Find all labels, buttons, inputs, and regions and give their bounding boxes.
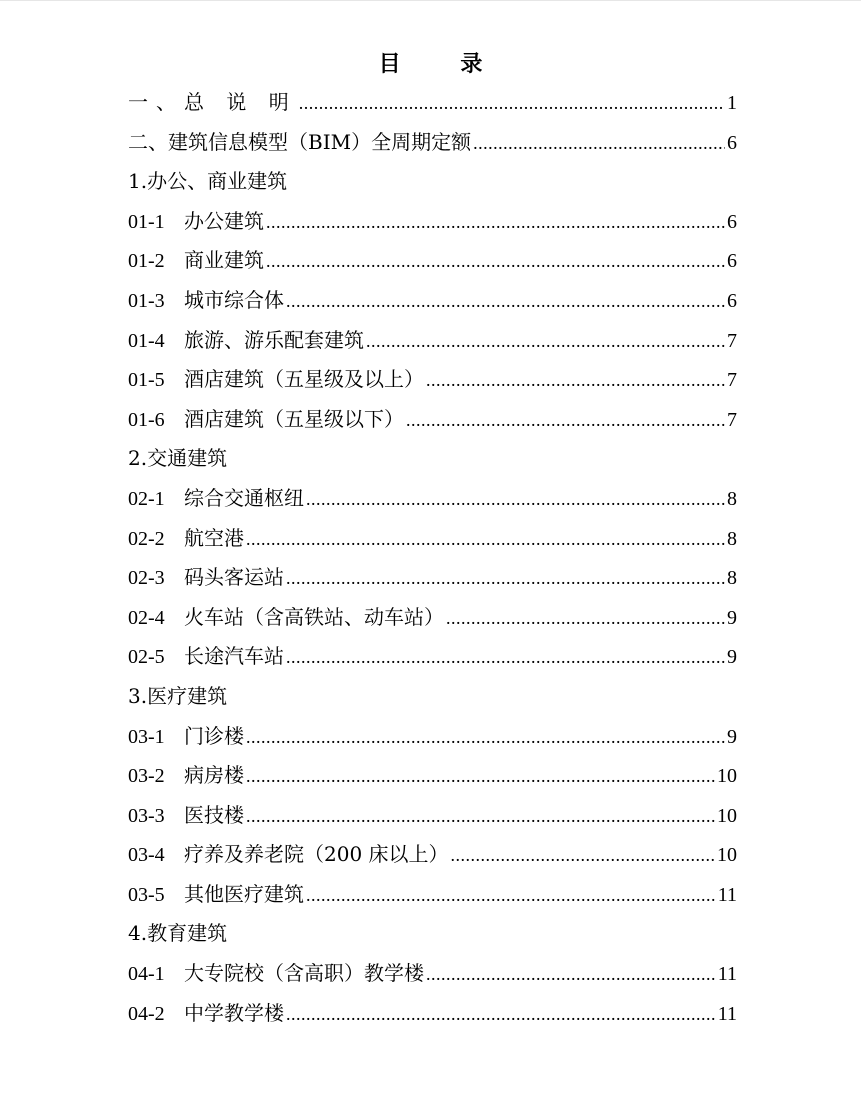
toc-entry-text: 综合交通枢纽	[184, 485, 304, 510]
dot-leader	[286, 638, 725, 678]
toc-entry[interactable]	[128, 281, 737, 321]
toc-entry-text: 疗养及养老院（200 床以上）	[184, 842, 449, 867]
toc-entry-label	[128, 875, 304, 916]
toc-entry[interactable]	[128, 400, 737, 440]
toc-entry[interactable]	[128, 637, 737, 677]
dot-leader	[426, 955, 716, 995]
toc-page-number: 1	[727, 92, 737, 114]
toc-entry-text: 城市综合体	[184, 287, 284, 312]
toc-page-number: 6	[727, 210, 737, 233]
toc-title: 目 录	[378, 51, 509, 77]
toc-page-number: 11	[717, 883, 737, 906]
toc-entry[interactable]	[128, 875, 737, 915]
toc-entry-text: 3.医疗建筑	[128, 683, 228, 708]
dot-leader	[246, 520, 725, 560]
toc-entry-label	[128, 598, 444, 639]
toc-page-number: 7	[727, 329, 737, 352]
toc-page-number: 8	[727, 487, 737, 510]
toc-entry-code: 01-6	[128, 408, 165, 431]
toc-entry-code: 02-1	[128, 487, 165, 510]
toc-entry[interactable]	[128, 598, 737, 638]
toc-page-number: 11	[717, 963, 737, 986]
toc-entry-code: 03-4	[128, 844, 165, 867]
toc-entry[interactable]	[128, 717, 737, 757]
toc-entry-code: 04-1	[128, 963, 165, 986]
toc-entry-code: 02-2	[128, 527, 165, 550]
toc-entry[interactable]	[128, 519, 737, 559]
toc-entry-label	[128, 954, 424, 995]
dot-leader	[286, 995, 716, 1035]
toc-entry-label	[128, 321, 364, 362]
toc-entry-text: 旅游、游乐配套建筑	[184, 327, 364, 352]
toc-entry[interactable]	[128, 835, 737, 875]
toc-entry-label	[128, 281, 284, 322]
toc-page-number: 10	[717, 844, 737, 867]
toc-entry-code: 02-3	[128, 567, 165, 590]
toc-page-number: 7	[727, 369, 737, 392]
toc-entry[interactable]	[128, 479, 737, 519]
toc-entry-label	[128, 439, 227, 479]
toc-entry-label	[128, 519, 244, 560]
toc-entry[interactable]	[128, 796, 737, 836]
toc-entry-code: 01-1	[128, 210, 165, 233]
toc-entry-code: 02-4	[128, 606, 165, 629]
toc-entry-text: 二、建筑信息模型（BIM）全周期定额	[128, 129, 472, 154]
toc-entry-label	[128, 83, 297, 123]
toc-entry-text: 门诊楼	[184, 723, 244, 748]
toc-entry-text: 酒店建筑（五星级及以上）	[184, 367, 424, 392]
dot-leader	[426, 361, 725, 401]
toc-entry-text: 病房楼	[184, 763, 244, 788]
toc-entry-text: 2.交通建筑	[128, 446, 228, 471]
toc-entry-text: 酒店建筑（五星级以下）	[184, 406, 404, 431]
toc-page-number: 11	[717, 1002, 737, 1025]
toc-entry-code: 04-2	[128, 1002, 165, 1025]
toc-entry-label	[128, 123, 471, 163]
toc-page-number: 9	[727, 646, 737, 669]
dot-leader	[306, 876, 716, 916]
toc-entry-label	[128, 677, 227, 717]
toc-entry-label	[128, 360, 424, 401]
toc-entry[interactable]	[128, 123, 737, 163]
toc-entry-code: 03-1	[128, 725, 165, 748]
toc-entry-text: 中学教学楼	[184, 1000, 284, 1025]
toc-entry-text: 码头客运站	[184, 565, 284, 590]
toc-section-heading	[128, 162, 737, 202]
table-of-contents	[128, 83, 737, 1033]
toc-section-heading	[128, 677, 737, 717]
dot-leader	[246, 718, 725, 758]
toc-entry-code: 03-5	[128, 883, 165, 906]
toc-entry-label	[128, 479, 304, 520]
toc-entry-label	[128, 756, 244, 797]
toc-entry-code: 01-5	[128, 369, 165, 392]
toc-entry[interactable]	[128, 360, 737, 400]
dot-leader	[286, 559, 725, 599]
toc-entry-label	[128, 717, 244, 758]
toc-page-number: 7	[727, 408, 737, 431]
toc-entry-label	[128, 558, 284, 599]
toc-page-number: 6	[727, 289, 737, 312]
toc-entry-text: 医技楼	[184, 802, 244, 827]
toc-entry-label	[128, 162, 287, 202]
toc-page-number: 10	[717, 765, 737, 788]
toc-page-number: 9	[727, 725, 737, 748]
toc-section-heading	[128, 439, 737, 479]
toc-page-number: 9	[727, 606, 737, 629]
toc-section-heading	[128, 914, 737, 954]
dot-leader	[451, 836, 715, 876]
toc-entry-label	[128, 400, 404, 441]
dot-leader	[286, 282, 725, 322]
dot-leader	[446, 599, 725, 639]
toc-entry-text: 商业建筑	[184, 248, 264, 273]
dot-leader	[473, 124, 725, 164]
toc-entry-text: 长途汽车站	[184, 644, 284, 669]
toc-entry-label	[128, 637, 284, 678]
dot-leader	[366, 322, 725, 362]
toc-entry-code: 03-3	[128, 804, 165, 827]
toc-entry-text: 办公建筑	[184, 208, 264, 233]
toc-page-number: 6	[727, 250, 737, 273]
dot-leader	[299, 84, 725, 124]
toc-entry-label	[128, 994, 284, 1035]
dot-leader	[266, 203, 725, 243]
toc-entry-label	[128, 202, 264, 243]
toc-entry[interactable]	[128, 954, 737, 994]
toc-entry[interactable]	[128, 241, 737, 281]
toc-entry-text: 4.教育建筑	[128, 921, 228, 946]
toc-entry-label	[128, 241, 264, 282]
dot-leader	[246, 757, 715, 797]
toc-entry-text: 大专院校（含高职）教学楼	[184, 961, 424, 986]
toc-entry[interactable]	[128, 994, 737, 1034]
toc-entry-text: 火车站（含高铁站、动车站）	[184, 604, 444, 629]
toc-page-number: 8	[727, 527, 737, 550]
toc-entry-text: 1.办公、商业建筑	[128, 169, 288, 194]
toc-entry-code: 01-4	[128, 329, 165, 352]
toc-entry-code: 03-2	[128, 765, 165, 788]
toc-entry-text: 一、总 说 明	[128, 90, 297, 114]
toc-page-number: 6	[727, 131, 737, 154]
toc-entry-label	[128, 914, 227, 954]
toc-entry[interactable]	[128, 202, 737, 242]
dot-leader	[406, 401, 725, 441]
toc-entry[interactable]	[128, 83, 737, 123]
dot-leader	[246, 797, 715, 837]
dot-leader	[266, 242, 725, 282]
dot-leader	[306, 480, 725, 520]
toc-entry[interactable]	[128, 321, 737, 361]
toc-entry[interactable]	[128, 756, 737, 796]
toc-entry-label	[128, 796, 244, 837]
toc-entry-code: 02-5	[128, 646, 165, 669]
toc-entry-label	[128, 835, 449, 876]
toc-page-number: 10	[717, 804, 737, 827]
toc-entry-text: 航空港	[184, 525, 244, 550]
toc-entry-code: 01-3	[128, 289, 165, 312]
toc-entry[interactable]	[128, 558, 737, 598]
toc-entry-text: 其他医疗建筑	[184, 881, 304, 906]
toc-entry-code: 01-2	[128, 250, 165, 273]
toc-page-number: 8	[727, 567, 737, 590]
